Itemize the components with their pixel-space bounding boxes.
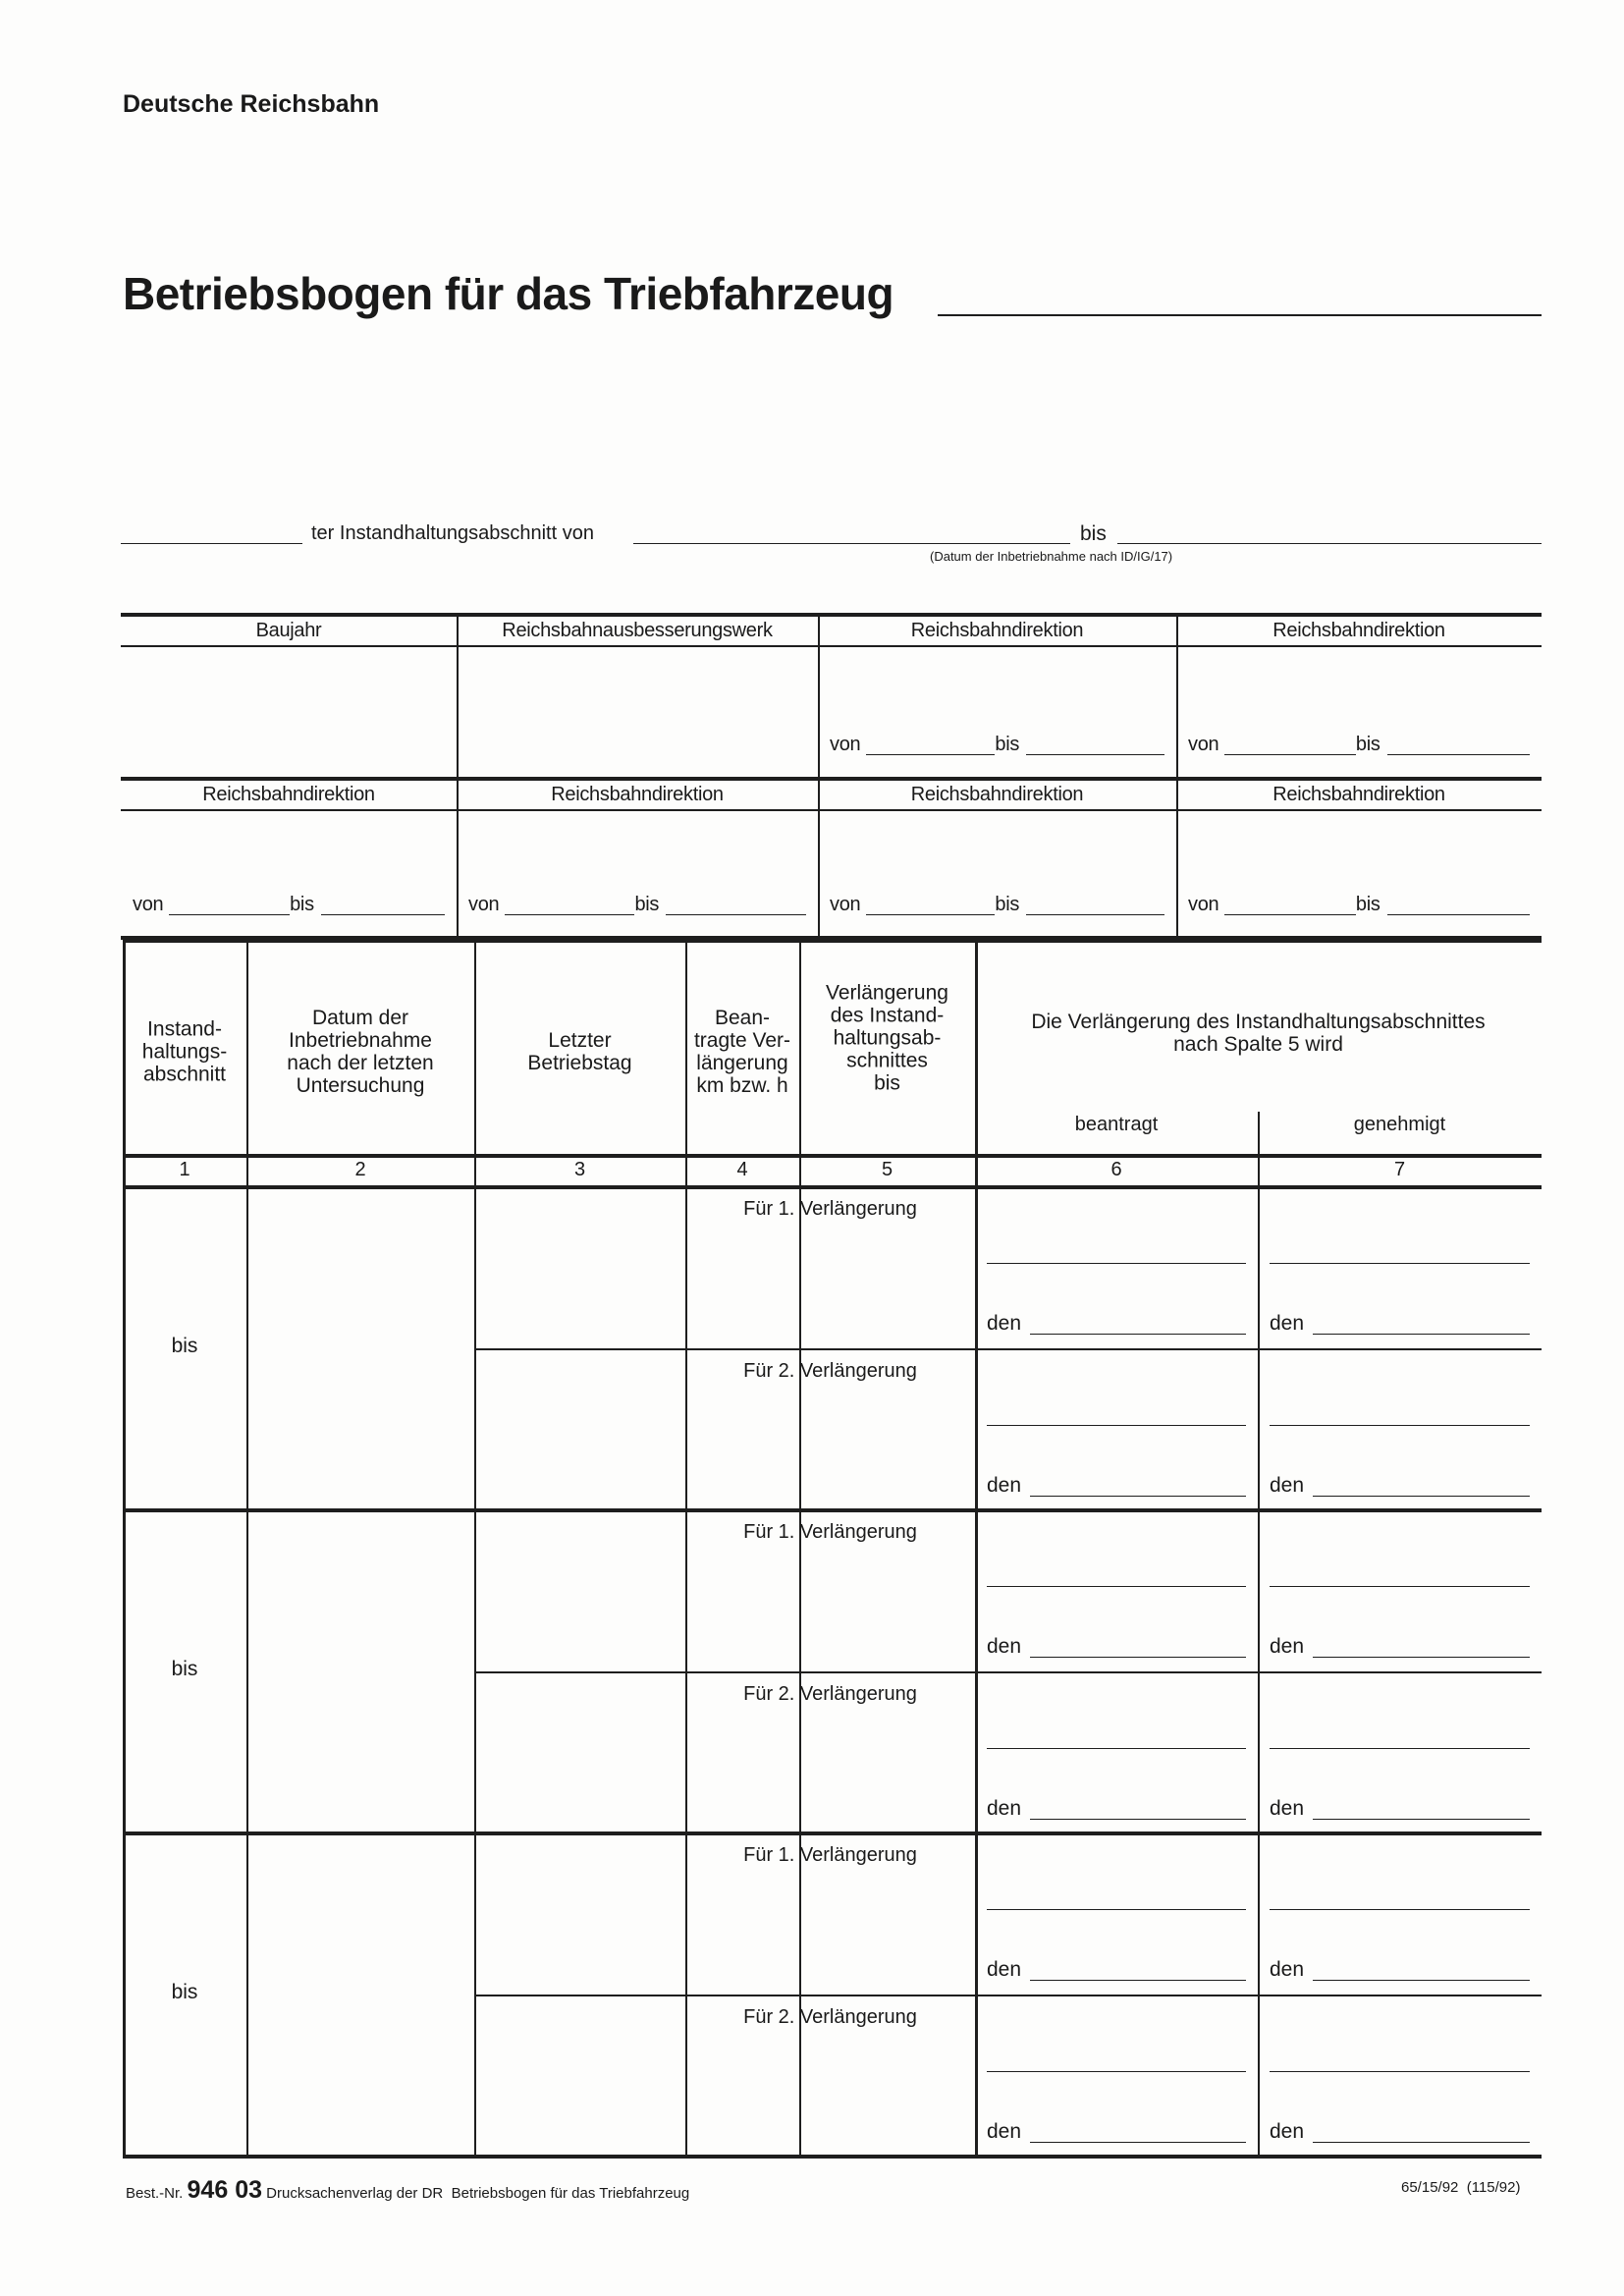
extension-divider: [799, 1230, 801, 1348]
last-operating-day-entry[interactable]: [477, 1189, 682, 1345]
extension-divider: [799, 1393, 801, 1510]
approved-signature-field[interactable]: [1270, 1748, 1530, 1749]
upper-cell-header: Reichsbahndirektion: [910, 620, 1084, 641]
block-mid-rule: [474, 1671, 1542, 1673]
extension-label: Für 1. Verlängerung: [743, 1198, 917, 1220]
extended-until-entry[interactable]: [802, 1877, 972, 1990]
header-line: haltungsab-: [833, 1026, 942, 1049]
range-bis-label: bis: [1355, 894, 1380, 915]
column-number: 2: [354, 1159, 366, 1180]
requested-date-field[interactable]: [1030, 2142, 1246, 2143]
range-bis-label: bis: [1355, 734, 1380, 755]
section-entry[interactable]: [126, 1835, 244, 1978]
requested-extension-entry[interactable]: [688, 1393, 796, 1505]
extension-divider: [799, 1716, 801, 1833]
requested-signature-field[interactable]: [987, 1586, 1246, 1587]
range-from-field[interactable]: [1224, 914, 1356, 915]
extension-label: Für 2. Verlängerung: [743, 2005, 917, 2028]
group-header-line: Die Verlängerung des Instandhaltungsabschnittes: [1031, 1011, 1486, 1033]
column-number: 1: [179, 1159, 190, 1180]
section-entry[interactable]: [126, 1512, 244, 1655]
header-line: nach der letzten: [287, 1051, 434, 1074]
order-number: 946 03: [187, 2176, 262, 2204]
extended-until-entry[interactable]: [802, 1554, 972, 1667]
den-label: den: [987, 2119, 1022, 2143]
header-line: Verlängerung: [826, 981, 948, 1004]
approved-date-field[interactable]: [1313, 1819, 1530, 1820]
header-line: km bzw. h: [696, 1073, 788, 1097]
approved-date-field[interactable]: [1313, 1496, 1530, 1497]
lower-column-header: [142, 1017, 227, 1085]
range-from-field[interactable]: [866, 754, 995, 755]
range-to-field[interactable]: [1026, 754, 1164, 755]
upper-table-divider: [457, 614, 459, 778]
lower-column-header: [826, 981, 948, 1094]
extension-label: Für 1. Verlängerung: [743, 1521, 917, 1543]
range-von-label: von: [830, 734, 861, 755]
extension-divider: [799, 2039, 801, 2157]
lower-col-divider: [685, 940, 687, 2156]
upper-table-header-rule: [121, 645, 1542, 647]
lower-col-divider: [246, 940, 248, 2156]
upper-cell-header: Reichsbahndirektion: [202, 784, 375, 805]
header-line: längerung: [696, 1051, 788, 1074]
upper-cell-entry[interactable]: [460, 649, 814, 752]
group-header-line: nach Spalte 5 wird: [1173, 1033, 1343, 1056]
header-line: Untersuchung: [296, 1073, 425, 1097]
range-to-field[interactable]: [321, 914, 445, 915]
den-label: den: [987, 1312, 1022, 1335]
upper-cell-entry[interactable]: [125, 813, 453, 912]
last-operating-day-entry[interactable]: [477, 1512, 682, 1668]
column-number: 6: [1110, 1159, 1122, 1180]
group-header: [1031, 1011, 1485, 1056]
section-note: (Datum der Inbetriebnahme nach ID/IG/17): [930, 549, 1173, 564]
upper-table-rule: [121, 613, 1542, 617]
upper-table-divider: [818, 778, 820, 938]
section-number-field[interactable]: [121, 543, 302, 544]
header-line: Letzter: [548, 1028, 612, 1052]
column-number: 7: [1393, 1159, 1406, 1180]
header-line: des Instand-: [830, 1004, 945, 1026]
den-label: den: [987, 1958, 1022, 1981]
lower-table-top-rule: [123, 939, 1542, 943]
range-von-label: von: [468, 894, 500, 915]
extension-label: Für 2. Verlängerung: [743, 1359, 917, 1382]
requested-signature-field[interactable]: [987, 2071, 1246, 2072]
requested-date-field[interactable]: [1030, 1334, 1246, 1335]
range-from-field[interactable]: [505, 914, 634, 915]
header-line: Inbetriebnahme: [289, 1028, 432, 1052]
den-label: den: [1270, 2119, 1305, 2143]
range-von-label: von: [830, 894, 861, 915]
sub-column-header: beantragt: [1074, 1114, 1159, 1135]
upper-table-header-rule: [121, 809, 1542, 811]
print-code: 65/15/92 (115/92): [1401, 2179, 1521, 2196]
range-von-label: von: [133, 894, 164, 915]
approved-signature-field[interactable]: [1270, 1425, 1530, 1426]
column-number: 5: [881, 1159, 893, 1180]
range-bis-label: bis: [290, 894, 314, 915]
upper-table-divider: [818, 614, 820, 778]
range-von-label: von: [1188, 734, 1219, 755]
range-from-field[interactable]: [866, 914, 995, 915]
range-to-field[interactable]: [1026, 914, 1164, 915]
column-number: 4: [736, 1159, 748, 1180]
upper-table-divider: [1176, 778, 1178, 938]
range-from-field[interactable]: [169, 914, 290, 915]
last-operating-day-entry[interactable]: [477, 1351, 682, 1507]
header-line: Instand-: [147, 1017, 222, 1040]
extension-divider: [799, 1554, 801, 1671]
upper-cell-header: Baujahr: [255, 620, 322, 641]
header-line: Betriebstag: [527, 1051, 632, 1074]
extended-until-entry[interactable]: [802, 2039, 972, 2152]
header-line: abschnitt: [142, 1063, 227, 1085]
approved-signature-field[interactable]: [1270, 2071, 1530, 2072]
last-operating-day-entry[interactable]: [477, 1835, 682, 1992]
requested-extension-entry[interactable]: [688, 1716, 796, 1829]
requested-extension-entry[interactable]: [688, 1554, 796, 1667]
footer-order: [126, 2176, 689, 2205]
upper-cell-header: Reichsbahndirektion: [1272, 620, 1445, 641]
lower-column-header: [287, 1007, 433, 1097]
approved-date-field[interactable]: [1313, 1657, 1530, 1658]
den-label: den: [987, 1473, 1022, 1497]
range-bis-label: bis: [634, 894, 660, 915]
last-operating-day-entry[interactable]: [477, 1674, 682, 1831]
upper-cell-header: Reichsbahndirektion: [551, 784, 724, 805]
den-label: den: [1270, 1312, 1305, 1335]
header-line: bis: [874, 1071, 900, 1094]
range-from-field[interactable]: [1224, 754, 1356, 755]
requested-date-field[interactable]: [1030, 1980, 1246, 1981]
upper-table-divider: [1176, 614, 1178, 778]
range-bis-label: bis: [995, 734, 1020, 755]
den-label: den: [1270, 1635, 1305, 1658]
block-mid-rule: [474, 1995, 1542, 1996]
requested-signature-field[interactable]: [987, 1748, 1246, 1749]
requested-signature-field[interactable]: [987, 1909, 1246, 1910]
footer-form-name: Betriebsbogen für das Triebfahrzeug: [451, 2185, 690, 2202]
order-prefix: Best.-Nr.: [126, 2185, 184, 2202]
requested-signature-field[interactable]: [987, 1263, 1246, 1264]
approved-date-field[interactable]: [1313, 1334, 1530, 1335]
den-label: den: [987, 1796, 1022, 1820]
lower-col-divider: [799, 940, 801, 1186]
commissioning-date-entry[interactable]: [249, 1512, 471, 1830]
block-bis-label: bis: [171, 1980, 198, 2003]
lower-col-divider: [1258, 1112, 1260, 2156]
lower-col-divider: [975, 940, 978, 2156]
commissioning-date-entry[interactable]: [249, 1189, 471, 1506]
upper-table-divider: [457, 778, 459, 938]
section-label: ter Instandhaltungsabschnitt von: [311, 522, 594, 544]
lower-col-divider: [474, 940, 476, 2156]
sub-column-header: genehmigt: [1353, 1114, 1446, 1135]
publisher: Drucksachenverlag der DR: [266, 2185, 444, 2202]
range-von-label: von: [1188, 894, 1219, 915]
approved-date-field[interactable]: [1313, 1980, 1530, 1981]
extended-until-entry[interactable]: [802, 1716, 972, 1829]
den-label: den: [1270, 1473, 1305, 1497]
extended-until-entry[interactable]: [802, 1393, 972, 1505]
range-to-field[interactable]: [666, 914, 806, 915]
upper-cell-header: Reichsbahndirektion: [910, 784, 1084, 805]
extension-divider: [799, 1877, 801, 1995]
form-title: Betriebsbogen für das Triebfahrzeug: [123, 268, 894, 319]
commissioning-date-entry[interactable]: [249, 1835, 471, 2153]
last-operating-day-entry[interactable]: [477, 1997, 682, 2154]
approved-signature-field[interactable]: [1270, 1263, 1530, 1264]
requested-extension-entry[interactable]: [688, 1230, 796, 1343]
lower-column-header: [694, 1007, 790, 1097]
section-entry[interactable]: [126, 1189, 244, 1332]
requested-date-field[interactable]: [1030, 1819, 1246, 1820]
den-label: den: [1270, 1796, 1305, 1820]
den-label: den: [987, 1635, 1022, 1658]
approved-signature-field[interactable]: [1270, 1586, 1530, 1587]
range-bis-label: bis: [995, 894, 1020, 915]
section-bis-label: bis: [1080, 522, 1107, 545]
block-bis-label: bis: [171, 1334, 198, 1357]
header-line: haltungs-: [141, 1040, 228, 1063]
requested-date-field[interactable]: [1030, 1496, 1246, 1497]
requested-date-field[interactable]: [1030, 1657, 1246, 1658]
section-from-field[interactable]: [633, 543, 1070, 544]
upper-table-rule: [121, 777, 1542, 781]
extension-label: Für 1. Verlängerung: [743, 1844, 917, 1866]
block-rule: [123, 2155, 1542, 2159]
requested-extension-entry[interactable]: [688, 1877, 796, 1990]
header-line: schnittes: [846, 1049, 928, 1071]
header-line: Bean-: [714, 1006, 771, 1029]
requested-extension-entry[interactable]: [688, 2039, 796, 2152]
extension-label: Für 2. Verlängerung: [743, 1682, 917, 1705]
range-to-field[interactable]: [1387, 754, 1530, 755]
header-line: tragte Ver-: [693, 1028, 791, 1052]
upper-cell-header: Reichsbahnausbesserungswerk: [502, 620, 773, 641]
upper-cell-entry[interactable]: [125, 649, 453, 752]
approved-date-field[interactable]: [1313, 2142, 1530, 2143]
lower-column-header: [527, 1029, 631, 1074]
upper-cell-header: Reichsbahndirektion: [1272, 784, 1445, 805]
requested-signature-field[interactable]: [987, 1425, 1246, 1426]
organization-name: Deutsche Reichsbahn: [123, 90, 380, 118]
approved-signature-field[interactable]: [1270, 1909, 1530, 1910]
block-mid-rule: [474, 1348, 1542, 1350]
lower-header-rule: [123, 1154, 1542, 1158]
den-label: den: [1270, 1958, 1305, 1981]
range-to-field[interactable]: [1387, 914, 1530, 915]
column-number: 3: [573, 1159, 586, 1180]
title-fill-line[interactable]: [938, 314, 1542, 316]
header-line: Datum der: [311, 1006, 409, 1029]
block-bis-label: bis: [171, 1657, 198, 1680]
extended-until-entry[interactable]: [802, 1230, 972, 1343]
section-to-field[interactable]: [1117, 543, 1542, 544]
